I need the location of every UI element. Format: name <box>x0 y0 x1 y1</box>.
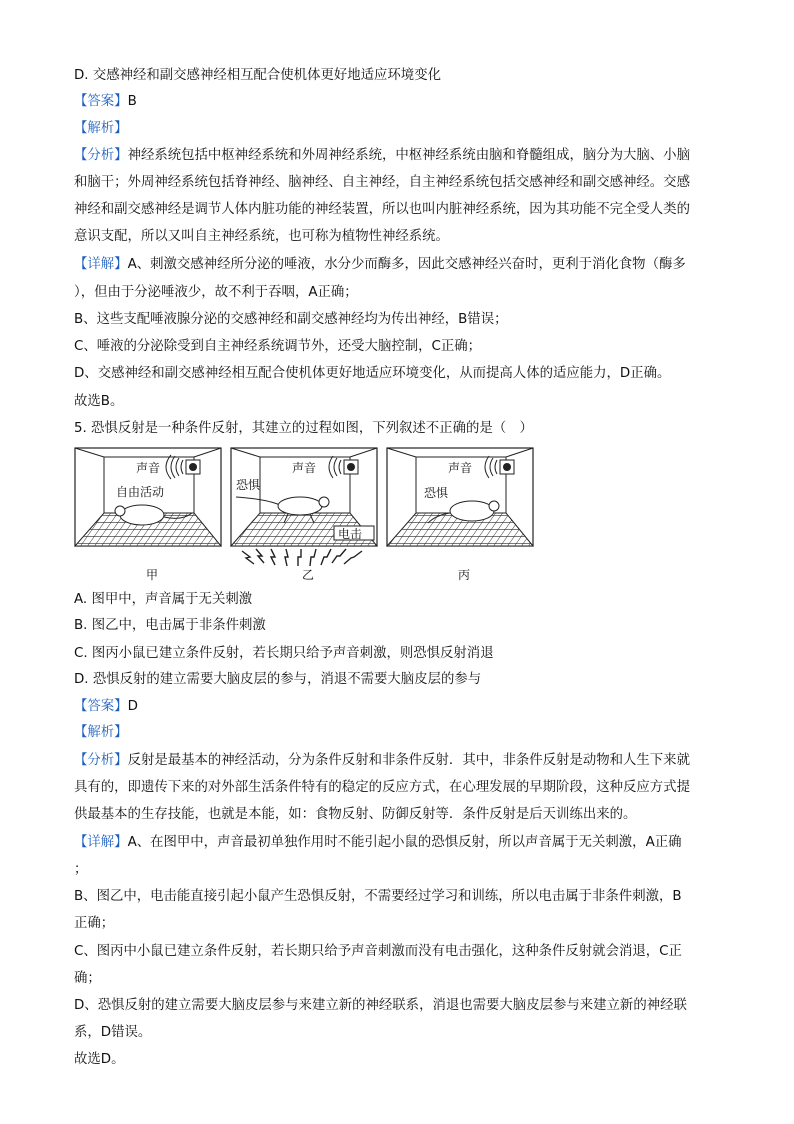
fear-label: 恐惧 <box>424 486 449 500</box>
speaker-icon <box>485 456 514 478</box>
q4-xiangjie-line: C、唾液的分泌除受到自主神经系统调节外，还受大脑控制，C正确； <box>74 339 482 354</box>
q5-xiangjie-line: C、图丙中小鼠已建立条件反射，若长期只给予声音刺激而没有电击强化，这种条件反射就会消退，C正 <box>74 944 682 959</box>
q5-option-a: A. 图甲中，声音属于无关刺激 <box>74 592 253 607</box>
figure-panel-yi <box>231 448 377 566</box>
q4-fenxi-text: 神经系统包括中枢神经系统和外周神经系统，中枢神经系统由脑和脊髓组成，脑分为大脑、小脑 <box>127 148 690 163</box>
figure-panel-jia <box>75 448 221 546</box>
fenxi-tag: 【分析】 <box>74 148 128 163</box>
q5-answer: D <box>127 699 138 714</box>
caption-jia: 甲 <box>146 568 159 582</box>
q4-fenxi-line: 意识支配，所以又叫自主神经系统，也可称为植物性神经系统。 <box>74 229 449 244</box>
q5-xiangjie-text: A、在图甲中，声音最初单独作用时不能引起小鼠的恐惧反射，所以声音属于无关刺激，A正确 <box>127 835 682 850</box>
q5-fenxi-line: 供最基本的生存技能，也就是本能，如：食物反射、防御反射等．条件反射是后天训练出来的。 <box>74 807 637 822</box>
q4-xiangjie-line: B、这些支配唾液腺分泌的交感神经和副交感神经均为传出神经，B错误； <box>74 312 508 327</box>
q5-option-b: B. 图乙中，电击属于非条件刺激 <box>74 618 266 633</box>
xiangjie-tag: 【详解】 <box>74 835 128 850</box>
analysis-tag: 【解析】 <box>74 121 128 136</box>
caption-bing: 丙 <box>458 568 471 582</box>
fear-label: 恐惧 <box>236 478 261 492</box>
q4-fenxi-line: 和脑干；外周神经系统包括脊神经、脑神经、自主神经，自主神经系统包括交感神经和副交感神经。交感 <box>74 175 690 190</box>
q4-conclusion: 故选B。 <box>74 394 124 409</box>
q5-fenxi-line <box>74 752 734 770</box>
q4-xiangjie-text: A、刺激交感神经所分泌的唾液，水分少而酶多，因此交感神经兴奋时，更利于消化食物（酶多 <box>127 257 686 272</box>
q5-conclusion: 故选D。 <box>74 1052 125 1067</box>
q5-xiangjie-line: 系，D错误。 <box>74 1025 152 1040</box>
q5-xiangjie-line: D、恐惧反射的建立需要大脑皮层参与来建立新的神经联系，消退也需要大脑皮层参与来建立新的神经联 <box>74 998 687 1013</box>
free-activity-label: 自由活动 <box>116 485 165 499</box>
q4-answer-row <box>74 93 734 111</box>
q5-xiangjie-line: ； <box>74 862 88 877</box>
xiangjie-tag: 【详解】 <box>74 257 128 272</box>
lightning-icon <box>242 549 362 566</box>
q4-answer: B <box>127 94 137 109</box>
fenxi-tag: 【分析】 <box>74 753 128 768</box>
q4-analysis-tag <box>74 120 734 138</box>
q5-answer-row <box>74 698 734 716</box>
q5-xiangjie-line: 确； <box>74 971 101 986</box>
q4-xiangjie-line: D、交感神经和副交感神经相互配合使机体更好地适应环境变化，从而提高人体的适应能力，D正确。 <box>74 366 671 381</box>
q4-xiangjie-line <box>74 256 734 274</box>
answer-tag: 【答案】 <box>74 699 128 714</box>
q4-fenxi-line <box>74 147 734 165</box>
q5-xiangjie-line <box>74 834 734 852</box>
caption-yi: 乙 <box>302 568 315 582</box>
q5-fenxi-line: 具有的，即遗传下来的对外部生活条件特有的稳定的反应方式，在心理发展的早期阶段，这种反应方式提 <box>74 780 690 795</box>
q5-xiangjie-line: B、图乙中，电击能直接引起小鼠产生恐惧反射，不需要经过学习和训练，所以电击属于非条件刺激，B <box>74 889 682 904</box>
q5-analysis-tag <box>74 724 734 742</box>
q5-stem: 5. 恐惧反射是一种条件反射，其建立的过程如图，下列叙述不正确的是（ ） <box>74 421 533 436</box>
analysis-tag: 【解析】 <box>74 725 128 740</box>
speaker-icon <box>329 456 358 478</box>
q4-option-d: D. 交感神经和副交感神经相互配合使机体更好地适应环境变化 <box>74 68 441 83</box>
sound-label: 声音 <box>292 461 317 475</box>
q5-option-c: C. 图丙小鼠已建立条件反射，若长期只给予声音刺激，则恐惧反射消退 <box>74 646 494 661</box>
answer-tag: 【答案】 <box>74 94 128 109</box>
q5-option-d: D. 恐惧反射的建立需要大脑皮层的参与，消退不需要大脑皮层的参与 <box>74 672 482 687</box>
shock-label: 电击 <box>338 527 363 541</box>
sound-label: 声音 <box>136 461 161 475</box>
q5-fenxi-text: 反射是最基本的神经活动，分为条件反射和非条件反射．其中，非条件反射是动物和人生下来就 <box>127 753 690 768</box>
figure-panel-bing <box>387 448 533 546</box>
q4-xiangjie-line: ），但由于分泌唾液少，故不利于吞咽，A正确； <box>74 285 358 300</box>
sound-label: 声音 <box>448 461 473 475</box>
q5-xiangjie-line: 正确； <box>74 916 115 931</box>
q5-figure <box>74 445 536 587</box>
q4-fenxi-line: 神经和副交感神经是调节人体内脏功能的神经装置，所以也叫内脏神经系统，因为其功能不完全受人类的 <box>74 202 690 217</box>
speaker-icon <box>166 455 200 479</box>
